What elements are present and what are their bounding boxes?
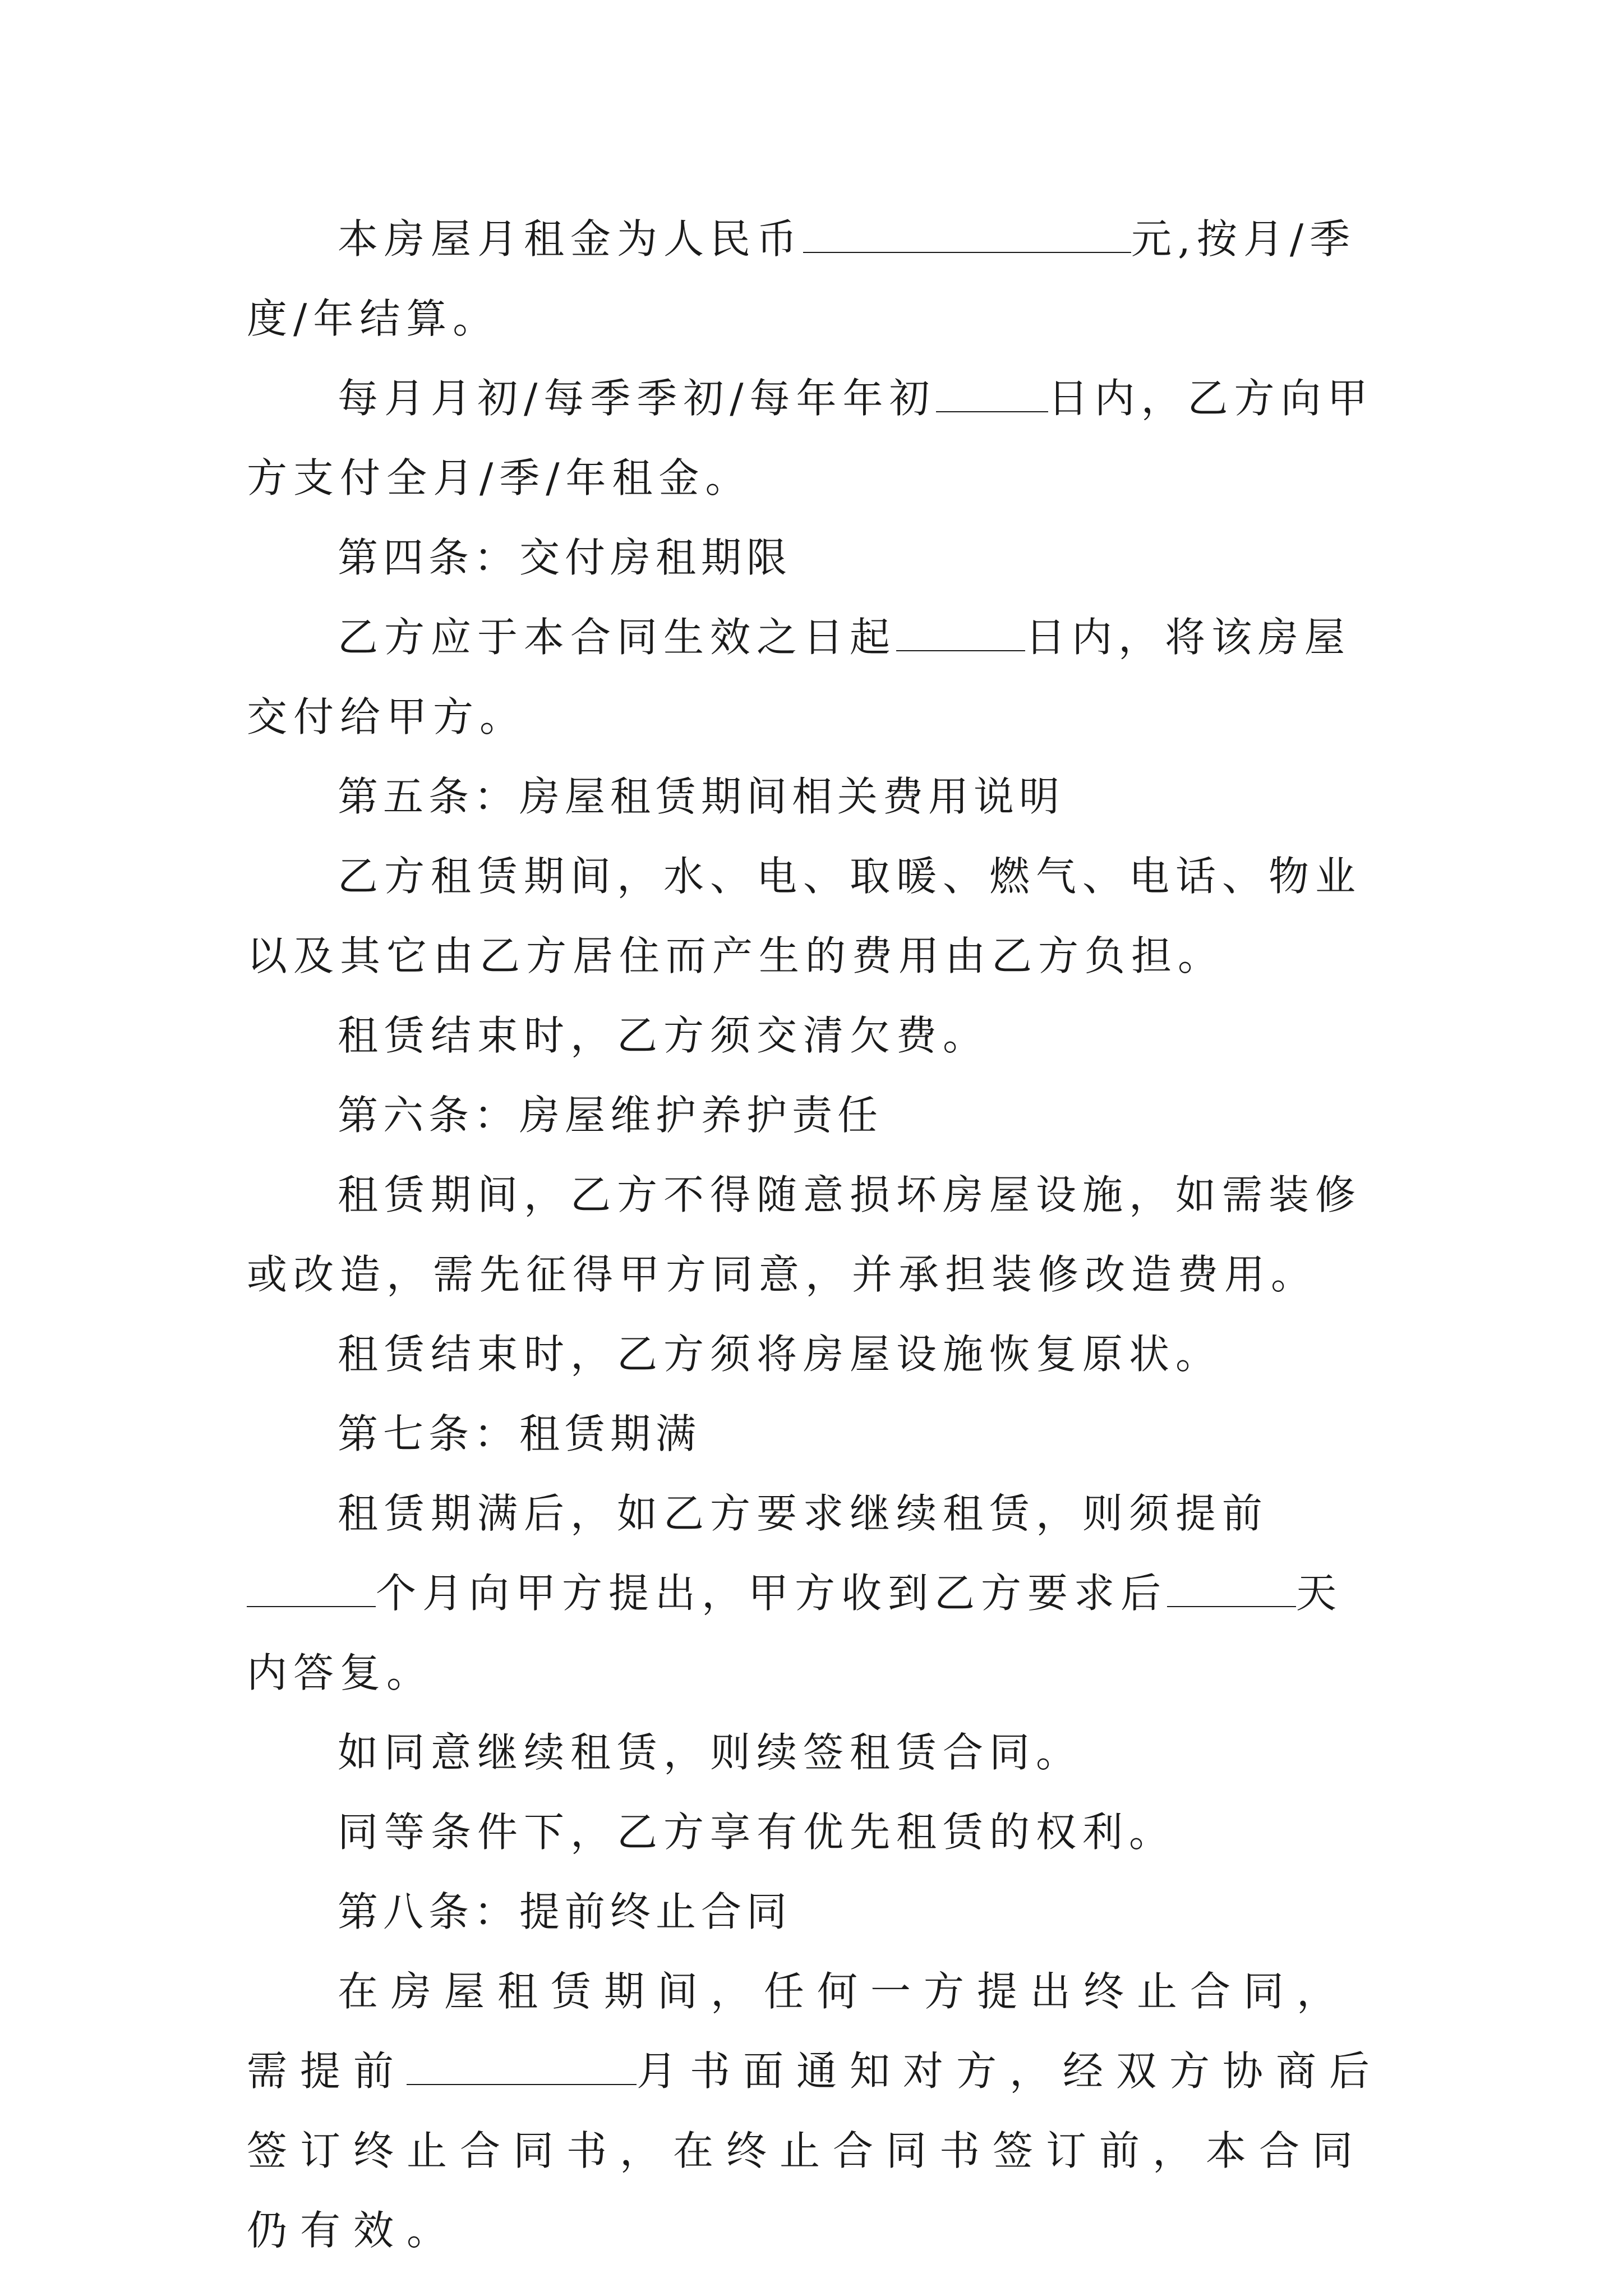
rent-amount-text-end: 元,按月/季度/年结算。 [247, 215, 1357, 342]
article-7-text-end: 天内答复。 [247, 1570, 1343, 1696]
article-8-text-end: 月书面通知对方，经双方协商后签订终止合同书，在终止合同书签订前，本合同仍有效。 [247, 2047, 1383, 2254]
rent-payment-days-blank [936, 373, 1048, 412]
article-7-days-blank [1167, 1568, 1296, 1607]
article-7-text-middle: 个月向甲方提出，甲方收到乙方要求后 [376, 1570, 1168, 1617]
rent-payment-text: 每月月初/每季季初/每年年初 [338, 375, 936, 422]
article-6-paragraph-1: 租赁期间，乙方不得随意损坏房屋设施，如需装修或改造，需先征得甲方同意，并承担装修改造费用。 [247, 1171, 1362, 1298]
rent-amount-blank [803, 214, 1131, 253]
article-5-paragraph-2: 租赁结束时，乙方须交清欠费。 [338, 1012, 990, 1059]
article-4-text: 乙方应于本合同生效之日起 [338, 614, 897, 661]
article-4-heading: 第四条：交付房租期限 [338, 534, 792, 581]
rent-amount-paragraph [247, 199, 1385, 358]
article-8-months-blank [407, 2046, 637, 2085]
article-5-paragraph-1: 乙方租赁期间，水、电、取暖、燃气、电话、物业以及其它由乙方居住而产生的费用由乙方负担。 [247, 853, 1362, 979]
contract-text [247, 199, 1385, 2270]
article-8-paragraph [247, 1952, 1385, 2270]
article-4-text-end: 日内，将该房屋交付给甲方。 [247, 614, 1352, 740]
article-7-heading: 第七条：租赁期满 [338, 1410, 702, 1457]
article-8-heading: 第八条：提前终止合同 [338, 1888, 792, 1935]
article-5-heading: 第五条：房屋租赁期间相关费用说明 [338, 773, 1065, 820]
article-6-paragraph-2: 租赁结束时，乙方须将房屋设施恢复原状。 [338, 1331, 1223, 1378]
article-7-text: 租赁期满后，如乙方要求继续租赁，则须提前 [338, 1490, 1269, 1537]
article-7-months-blank [247, 1568, 376, 1607]
article-7-paragraph-2: 如同意继续租赁，则续签租赁合同。 [338, 1729, 1083, 1776]
rent-amount-text: 本房屋月租金为人民币 [338, 215, 804, 263]
article-7-paragraph-1 [247, 1474, 1385, 1713]
rent-payment-text-end: 日内，乙方向甲方支付全月/季/年租金。 [247, 375, 1374, 501]
article-4-days-blank [896, 612, 1025, 651]
article-4-paragraph [247, 597, 1385, 757]
article-6-heading: 第六条：房屋维护养护责任 [338, 1092, 883, 1139]
rent-payment-paragraph [247, 358, 1385, 518]
article-7-paragraph-3: 同等条件下，乙方享有优先租赁的权利。 [338, 1809, 1176, 1856]
article-8-text: 在房屋租赁期间，任何一方提出终止合同，需提前 [247, 1968, 1350, 2095]
